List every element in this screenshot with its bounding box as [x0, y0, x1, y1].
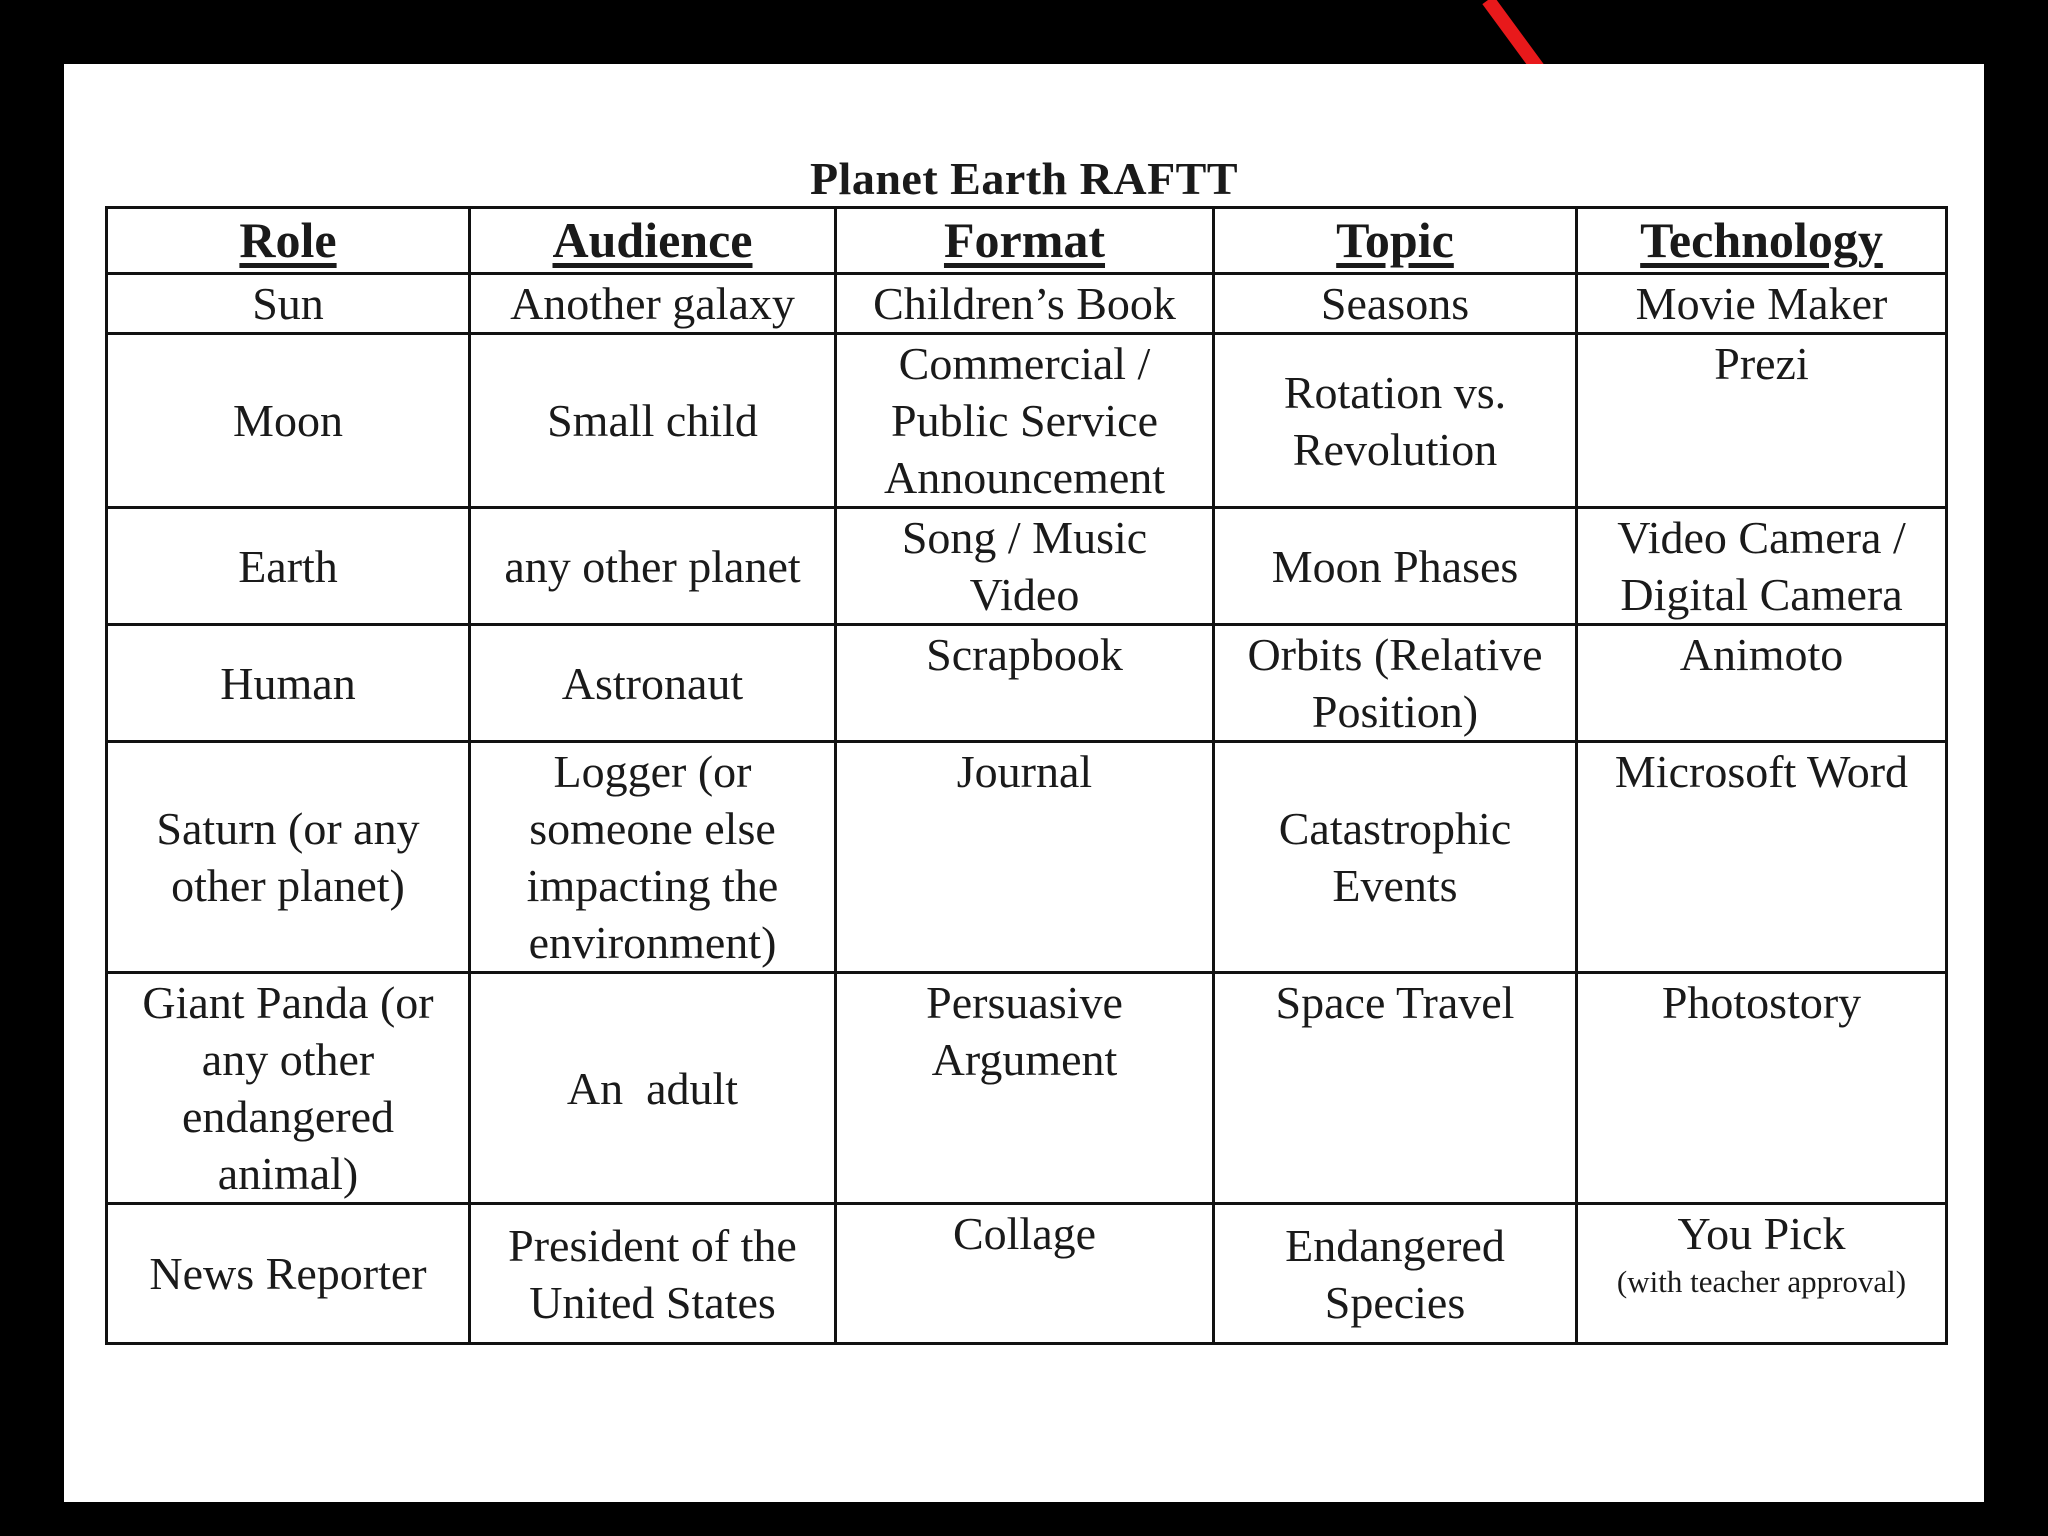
- role-cell: Sun: [107, 274, 470, 334]
- topic-cell: Moon Phases: [1214, 508, 1577, 625]
- role-cell: Giant Panda (or any other endangered animal): [107, 973, 470, 1204]
- page-title: Planet Earth RAFTT: [809, 153, 1239, 204]
- role-cell: Human: [107, 625, 470, 742]
- role-cell: News Reporter: [107, 1204, 470, 1344]
- technology-cell: Prezi: [1577, 334, 1947, 508]
- audience-cell: Small child: [470, 334, 836, 508]
- topic-cell: Endangered Species: [1214, 1204, 1577, 1344]
- role-cell: Earth: [107, 508, 470, 625]
- header-audience: Audience: [470, 208, 836, 274]
- audience-cell: An adult: [470, 973, 836, 1204]
- role-cell: Moon: [107, 334, 470, 508]
- technology-cell: Photostory: [1577, 973, 1947, 1204]
- technology-cell: Movie Maker: [1577, 274, 1947, 334]
- table-row: [107, 508, 1947, 625]
- topic-cell: Rotation vs. Revolution: [1214, 334, 1577, 508]
- audience-cell: Logger (or someone else impacting the environment): [470, 742, 836, 973]
- technology-cell: Microsoft Word: [1577, 742, 1947, 973]
- technology-label: You Pick: [1677, 1208, 1846, 1259]
- topic-cell: Seasons: [1214, 274, 1577, 334]
- topic-cell: Orbits (Relative Position): [1214, 625, 1577, 742]
- header-role: Role: [107, 208, 470, 274]
- document-page: [64, 64, 1984, 1502]
- table-row: [107, 625, 1947, 742]
- audience-cell: any other planet: [470, 508, 836, 625]
- rafft-table: [105, 206, 1948, 1345]
- table-row: [107, 1204, 1947, 1344]
- format-cell: Collage: [836, 1204, 1214, 1344]
- table-row: [107, 742, 1947, 973]
- format-cell: Children’s Book: [836, 274, 1214, 334]
- header-row: [107, 208, 1947, 274]
- table-row: [107, 334, 1947, 508]
- topic-cell: Catastrophic Events: [1214, 742, 1577, 973]
- topic-cell: Space Travel: [1214, 973, 1577, 1204]
- header-topic: Topic: [1214, 208, 1577, 274]
- audience-cell: Another galaxy: [470, 274, 836, 334]
- technology-cell: Video Camera / Digital Camera: [1577, 508, 1947, 625]
- format-cell: Persuasive Argument: [836, 973, 1214, 1204]
- header-format: Format: [836, 208, 1214, 274]
- format-cell: Scrapbook: [836, 625, 1214, 742]
- header-technology: Technology: [1577, 208, 1947, 274]
- table-row: [107, 274, 1947, 334]
- format-cell: Song / Music Video: [836, 508, 1214, 625]
- role-cell: Saturn (or any other planet): [107, 742, 470, 973]
- technology-cell: Animoto: [1577, 625, 1947, 742]
- audience-cell: President of the United States: [470, 1204, 836, 1344]
- format-cell: Journal: [836, 742, 1214, 973]
- table-row: [107, 973, 1947, 1204]
- technology-note: (with teacher approval): [1616, 1264, 1907, 1299]
- format-cell: Commercial / Public Service Announcement: [836, 334, 1214, 508]
- technology-cell: [1577, 1204, 1947, 1344]
- audience-cell: Astronaut: [470, 625, 836, 742]
